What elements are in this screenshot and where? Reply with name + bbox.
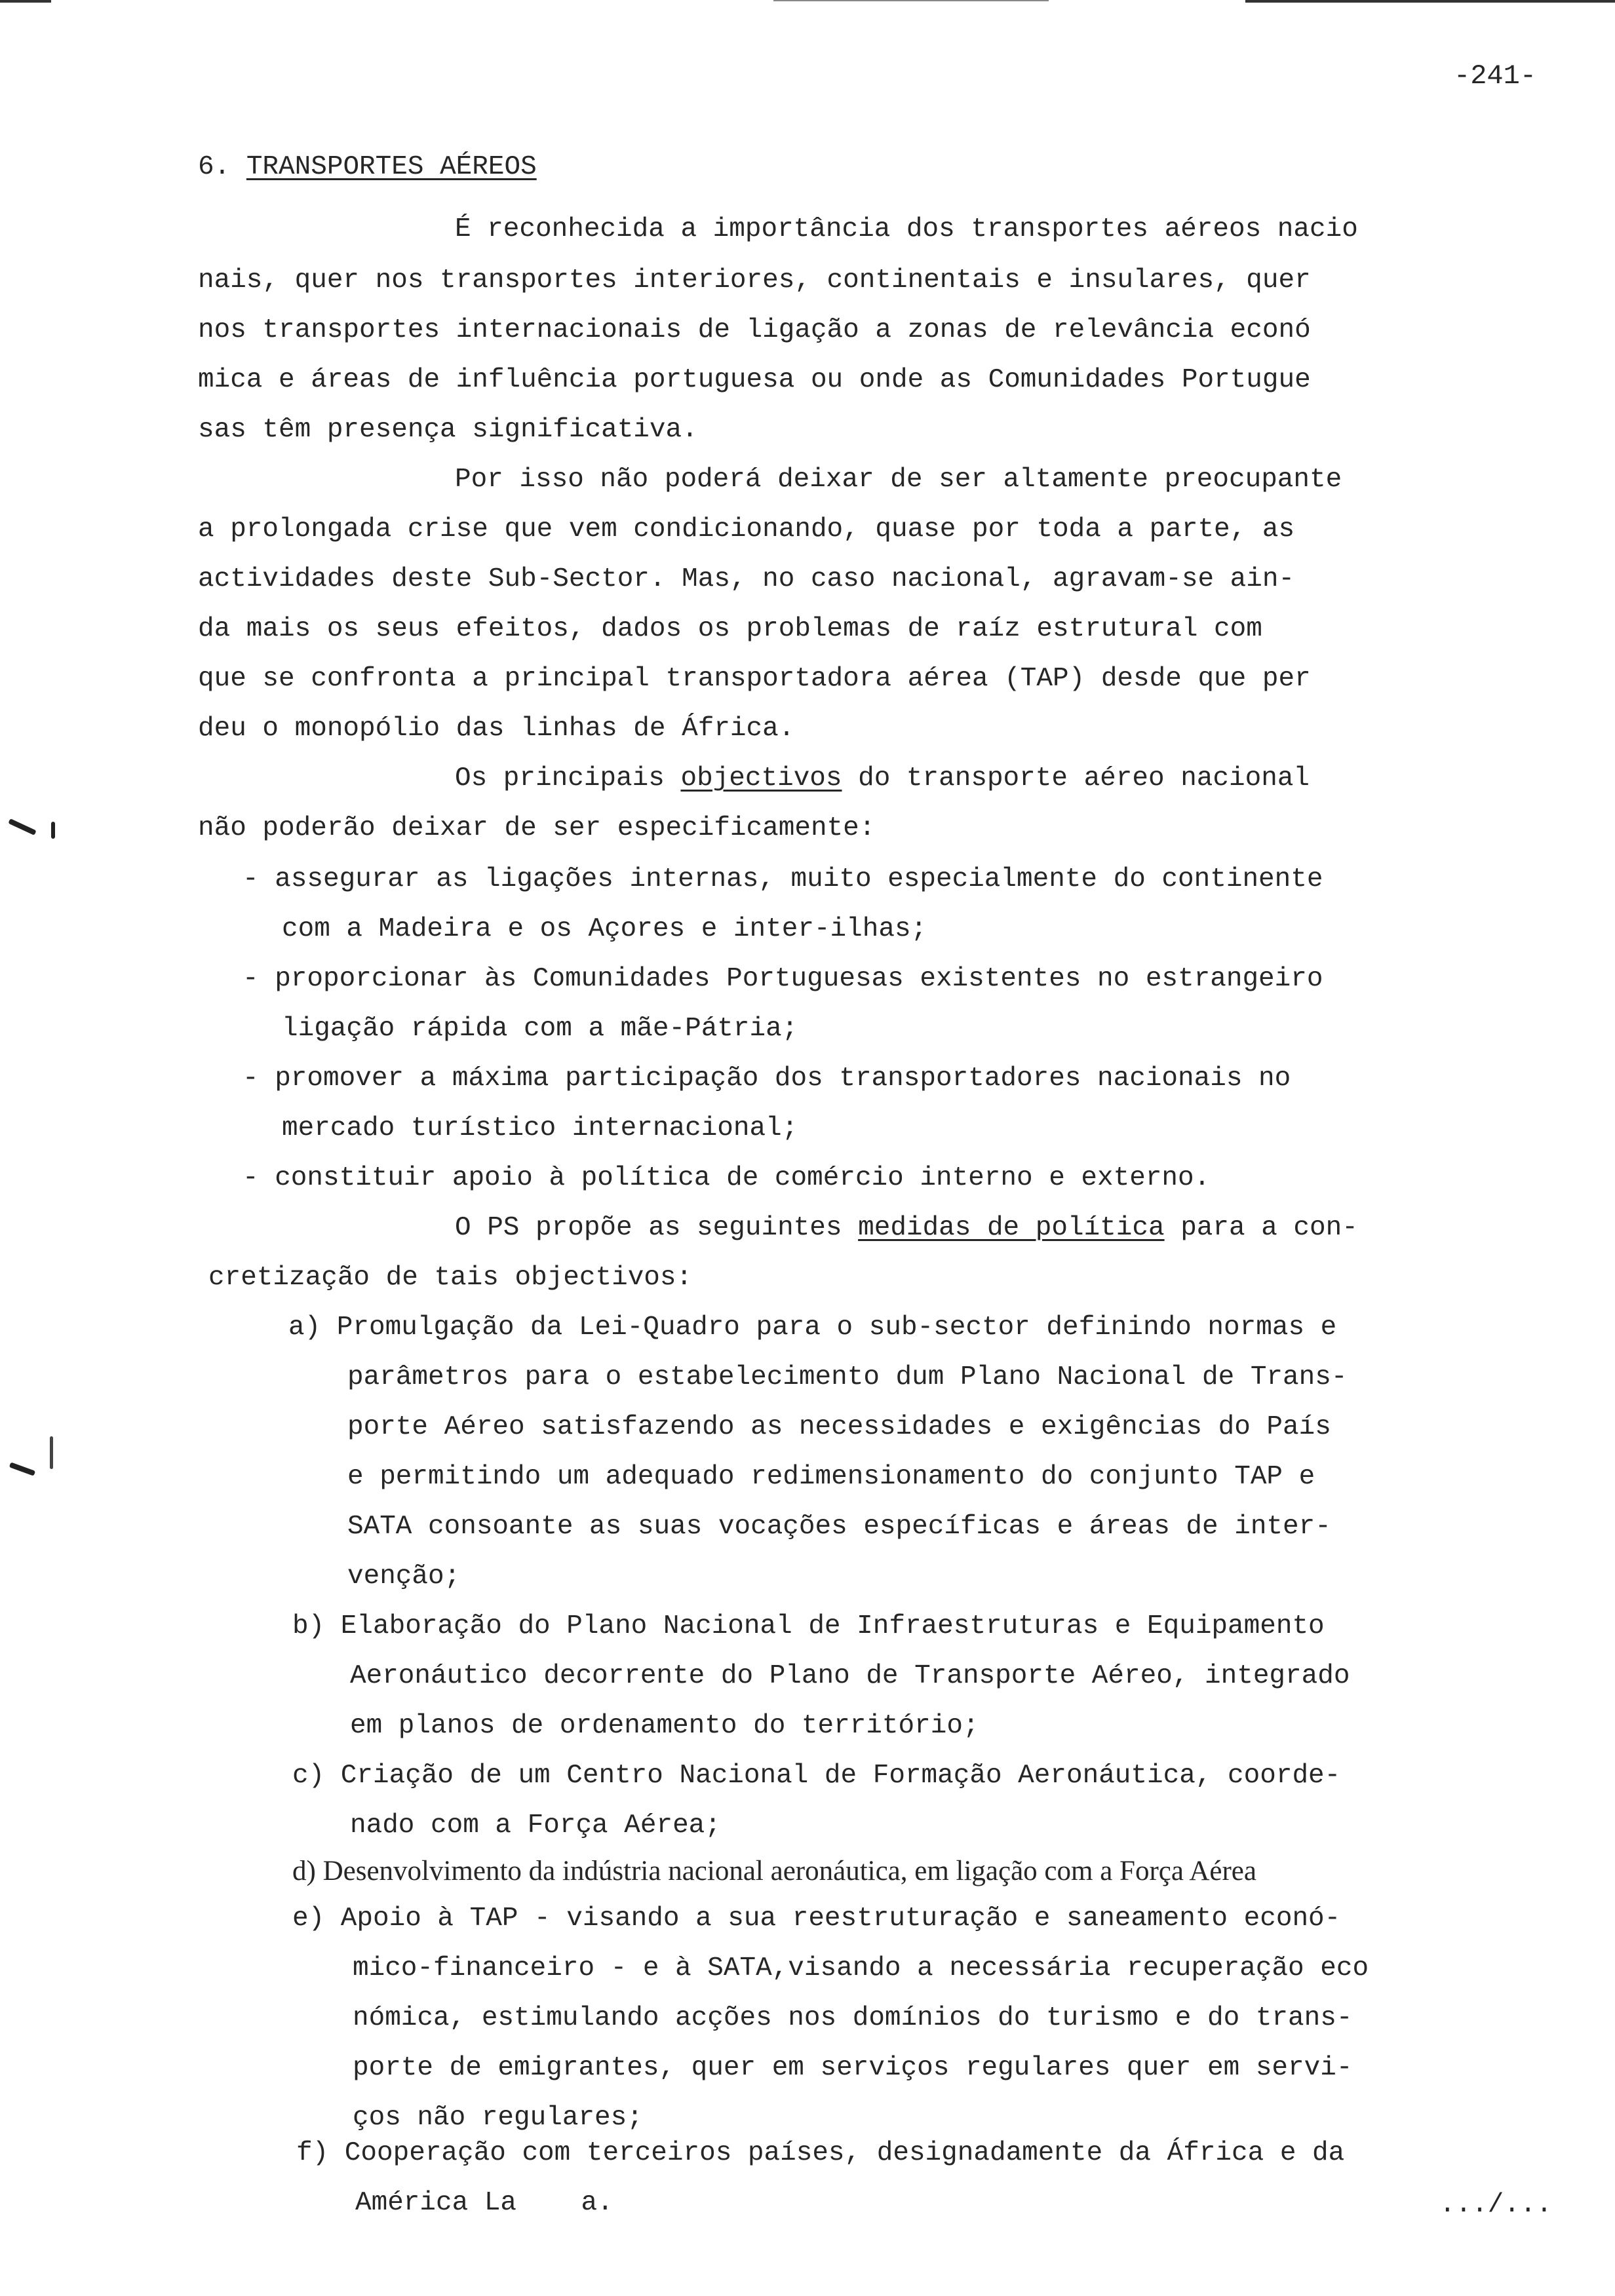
binding-mark-lower-tick xyxy=(50,1436,53,1469)
measures-intro-text: O PS propõe as seguintes xyxy=(455,1213,859,1243)
paragraph-2-line-2: a prolongada crise que vem condicionando, quase por toda a parte, as xyxy=(198,514,1295,545)
measures-intro-tail: para a con- xyxy=(1164,1213,1358,1243)
measure-b-line-2: Aeronáutico decorrente do Plano de Transporte Aéreo, integrado xyxy=(350,1661,1350,1691)
continuation-marker: .../... xyxy=(1439,2190,1553,2220)
binding-mark-lower xyxy=(9,1462,35,1476)
section-heading xyxy=(198,152,537,182)
measure-d-line-1: d) Desenvolvimento da indústria nacional aeronáutica, em ligação com a Força Aérea xyxy=(292,1856,1256,1886)
measure-b-line-1: b) Elaboração do Plano Nacional de Infraestruturas e Equipamento xyxy=(292,1611,1325,1641)
measure-f-line-2: América La a. xyxy=(355,2188,613,2218)
paragraph-1-line-4: mica e áreas de influência portuguesa ou onde as Comunidades Portugue xyxy=(198,365,1311,395)
objective-item-3-line-1: - promover a máxima participação dos transportadores nacionais no xyxy=(243,1063,1291,1094)
measures-keyword: medidas de política xyxy=(858,1213,1165,1243)
scan-top-edge-left xyxy=(0,0,51,3)
measure-c-line-2: nado com a Força Aérea; xyxy=(350,1810,721,1841)
measure-a-line-6: venção; xyxy=(347,1561,461,1592)
measure-e-line-2: mico-financeiro - e à SATA,visando a necessária recuperação eco xyxy=(353,1953,1369,1983)
measure-a-line-1: a) Promulgação da Lei-Quadro para o sub-sector definindo normas e xyxy=(288,1312,1337,1343)
binding-mark-upper xyxy=(8,818,36,835)
objective-item-2-line-2: ligação rápida com a mãe-Pátria; xyxy=(282,1014,798,1044)
paragraph-1-line-2: nais, quer nos transportes interiores, continentais e insulares, quer xyxy=(198,265,1311,296)
binding-mark-upper-tick xyxy=(51,822,55,839)
objective-item-2-line-1: - proporcionar às Comunidades Portuguesas existentes no estrangeiro xyxy=(243,964,1323,994)
measure-e-line-1: e) Apoio à TAP - visando a sua reestruturação e saneamento econó- xyxy=(292,1904,1341,1934)
scan-top-edge-right xyxy=(1245,0,1615,3)
measure-c-line-1: c) Criação de um Centro Nacional de Formação Aeronáutica, coorde- xyxy=(292,1761,1341,1791)
measure-b-line-3: em planos de ordenamento do território; xyxy=(350,1711,979,1741)
measure-a-line-5: SATA consoante as suas vocações específicas e áreas de inter- xyxy=(347,1512,1331,1542)
measures-intro-line-1 xyxy=(455,1215,1358,1242)
paragraph-2-line-3: actividades deste Sub-Sector. Mas, no caso nacional, agravam-se ain- xyxy=(198,564,1295,594)
paragraph-3-line-2: não poderão deixar de ser especificamente: xyxy=(198,813,876,843)
paragraph-1-line-1: É reconhecida a importância dos transportes aéreos nacio xyxy=(455,214,1358,244)
objectives-intro-tail: do transporte aéreo nacional xyxy=(842,763,1310,794)
paragraph-1-line-5: sas têm presença significativa. xyxy=(198,415,698,445)
paragraph-2-line-4: da mais os seus efeitos, dados os problemas de raíz estrutural com xyxy=(198,614,1262,644)
section-title: TRANSPORTES AÉREOS xyxy=(246,152,537,182)
paragraph-1-line-3: nos transportes internacionais de ligação a zonas de relevância econó xyxy=(198,315,1311,345)
measures-intro-line-2: cretização de tais objectivos: xyxy=(208,1263,693,1293)
measure-a-line-3: porte Aéreo satisfazendo as necessidades e exigências do País xyxy=(347,1412,1331,1442)
objectives-keyword: objectivos xyxy=(680,763,842,794)
objective-item-4-line-1: - constituir apoio à política de comércio interno e externo. xyxy=(243,1163,1211,1193)
section-number: 6. xyxy=(198,152,231,182)
paragraph-2-line-5: que se confronta a principal transportadora aérea (TAP) desde que per xyxy=(198,664,1311,694)
objectives-intro-text: Os principais xyxy=(455,763,681,794)
measure-e-line-3: nómica, estimulando acções nos domínios do turismo e do trans- xyxy=(353,2003,1353,2033)
measure-e-line-5: ços não regulares; xyxy=(353,2103,643,2133)
objective-item-1-line-1: - assegurar as ligações internas, muito especialmente do continente xyxy=(243,864,1323,894)
measure-e-line-4: porte de emigrantes, quer em serviços regulares quer em servi- xyxy=(353,2053,1353,2083)
page-number: -241- xyxy=(1454,60,1537,92)
objective-item-1-line-2: com a Madeira e os Açores e inter-ilhas; xyxy=(282,914,927,944)
scan-top-edge-mid xyxy=(773,0,1049,1)
measure-a-line-2: parâmetros para o estabelecimento dum Plano Nacional de Trans- xyxy=(347,1362,1348,1392)
paragraph-2-line-6: deu o monopólio das linhas de África. xyxy=(198,714,795,744)
measure-a-line-4: e permitindo um adequado redimensionamento do conjunto TAP e xyxy=(347,1462,1315,1492)
paragraph-2-line-1: Por isso não poderá deixar de ser altamente preocupante xyxy=(455,465,1342,495)
paragraph-3-line-1 xyxy=(455,765,1310,792)
measure-f-line-1: f) Cooperação com terceiros países, designadamente da África e da xyxy=(296,2138,1345,2168)
objective-item-3-line-2: mercado turístico internacional; xyxy=(282,1113,798,1143)
